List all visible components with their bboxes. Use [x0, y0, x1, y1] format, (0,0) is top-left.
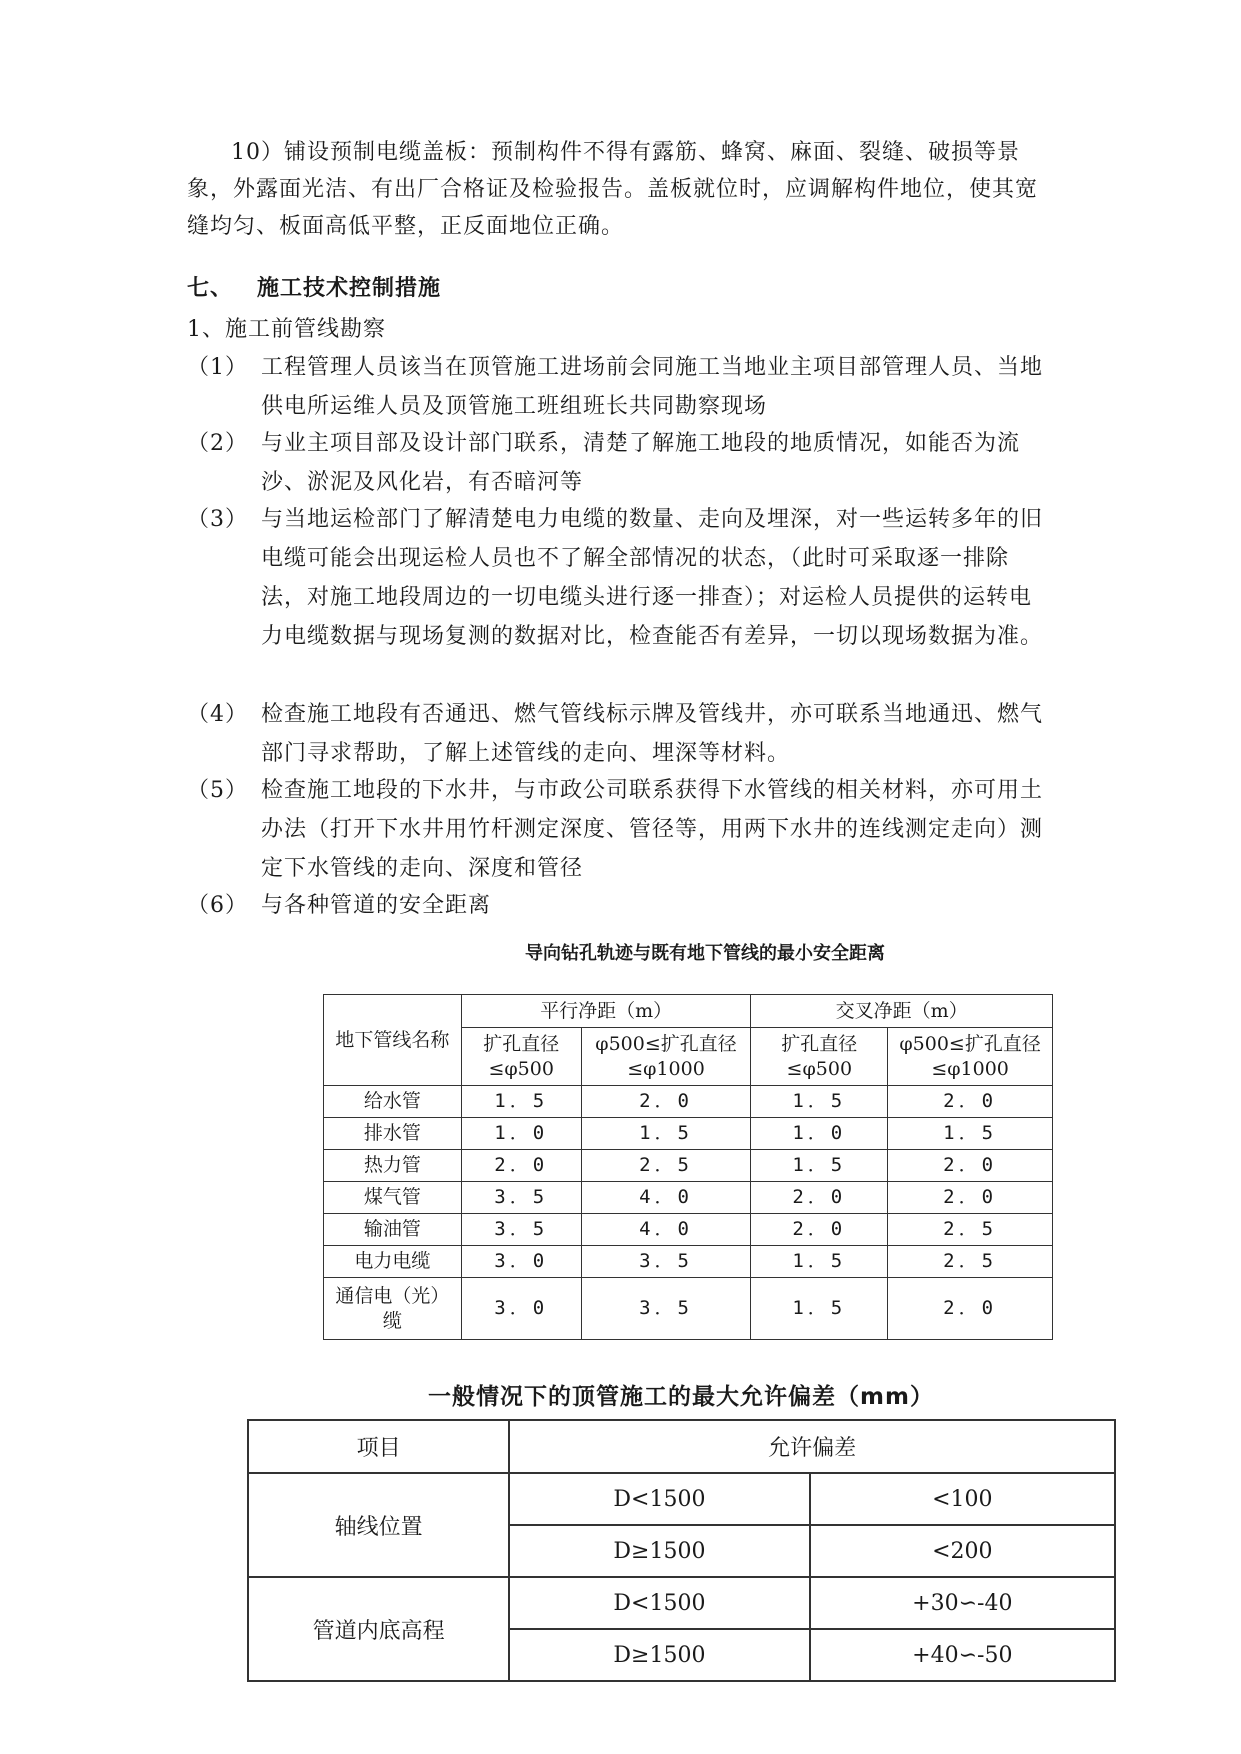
table-cell: 3．5	[581, 1246, 751, 1278]
table-cell: 2．0	[751, 1182, 888, 1214]
pipeline-name: 排水管	[324, 1118, 462, 1150]
pipeline-name: 热力管	[324, 1150, 462, 1182]
table-header-item: 项目	[248, 1420, 509, 1473]
condition-cell: D≥1500	[509, 1629, 809, 1681]
list-item-text: 与当地运检部门了解清楚电力电缆的数量、走向及埋深，对一些运转多年的旧电缆可能会出现运检人员也不了解全部情况的状态，（此时可采取逐一排除法，对施工地段周边的一切电缆头进行逐一排查）；对运检人员提供的运转电力电缆数据与现场复测的数据对比，检查能否有差异，一切以现场数据为准。	[261, 507, 1044, 649]
table-cell: 1．5	[751, 1278, 888, 1340]
table-cell: 2．5	[581, 1150, 751, 1182]
table-group-header: 平行净距（m）	[461, 995, 751, 1028]
list-item-text: 工程管理人员该当在顶管施工进场前会同施工当地业主项目部管理人员、当地供电所运维人员及顶管施工班组班长共同勘察现场	[261, 355, 1044, 419]
list-item-text: 与业主项目部及设计部门联系，清楚了解施工地段的地质情况，如能否为流沙、淤泥及风化岩，有否暗河等	[261, 431, 1021, 495]
pipeline-name: 煤气管	[324, 1182, 462, 1214]
table-row	[324, 1086, 1053, 1118]
section-heading	[187, 271, 441, 302]
table-cell: 1．0	[461, 1118, 581, 1150]
table-sub-header: 扩孔直径≤φ500	[461, 1028, 581, 1086]
list-item-number: （4）	[187, 702, 248, 727]
table-cell: 1．5	[751, 1150, 888, 1182]
table-cell: 2．5	[888, 1246, 1053, 1278]
condition-cell: D<1500	[509, 1473, 809, 1525]
table-cell: 1．5	[461, 1086, 581, 1118]
table-cell: 3．0	[461, 1278, 581, 1340]
table-row	[324, 1150, 1053, 1182]
table-row	[248, 1473, 1115, 1525]
max-deviation-table	[247, 1419, 1116, 1682]
list-item-number: （5）	[187, 778, 248, 803]
list-item	[187, 771, 1047, 888]
table-cell: 3．0	[461, 1246, 581, 1278]
table-corner-header: 地下管线名称	[324, 995, 462, 1086]
table-cell: 2．0	[751, 1214, 888, 1246]
table-row	[324, 1182, 1053, 1214]
table1-caption: 导向钻孔轨迹与既有地下管线的最小安全距离	[525, 943, 885, 964]
table-cell: 1．5	[888, 1118, 1053, 1150]
table-cell: 2．0	[888, 1086, 1053, 1118]
pipeline-name: 给水管	[324, 1086, 462, 1118]
pipeline-name: 通信电（光）缆	[324, 1278, 462, 1340]
table-cell: 1．5	[751, 1246, 888, 1278]
deviation-cell: <100	[810, 1473, 1115, 1525]
table-cell: 2．0	[461, 1150, 581, 1182]
list-item-text: 与各种管道的安全距离	[261, 893, 492, 918]
list-item-text: 检查施工地段有否通迅、燃气管线标示牌及管线井，亦可联系当地通迅、燃气部门寻求帮助，了解上述管线的走向、埋深等材料。	[261, 702, 1044, 766]
table-header-deviation: 允许偏差	[509, 1420, 1115, 1473]
table-cell: 4．0	[581, 1182, 751, 1214]
subsection-title: 1、施工前管线勘察	[187, 317, 386, 342]
table-cell: 2．5	[888, 1214, 1053, 1246]
table-cell: 1．5	[751, 1086, 888, 1118]
table-cell: 1．5	[581, 1118, 751, 1150]
table-cell: 3．5	[461, 1214, 581, 1246]
list-item-number: （3）	[187, 507, 248, 532]
table2-caption: 一般情况下的顶管施工的最大允许偏差（mm）	[428, 1384, 934, 1410]
deviation-cell: <200	[810, 1525, 1115, 1577]
table-cell: 2．0	[888, 1150, 1053, 1182]
table-cell: 2．0	[581, 1086, 751, 1118]
table-row	[324, 1118, 1053, 1150]
table-cell: 3．5	[461, 1182, 581, 1214]
table-sub-header: φ500≤扩孔直径≤φ1000	[888, 1028, 1053, 1086]
list-item-text: 检查施工地段的下水井，与市政公司联系获得下水管线的相关材料，亦可用土办法（打开下水井用竹杆测定深度、管径等，用两下水井的连线测定走向）测定下水管线的走向、深度和管径	[261, 778, 1044, 881]
list-item	[187, 348, 1047, 426]
list-item	[187, 424, 1047, 502]
table-sub-header: φ500≤扩孔直径≤φ1000	[581, 1028, 751, 1086]
table-row	[248, 1577, 1115, 1629]
table-cell: 1．0	[751, 1118, 888, 1150]
table-row	[324, 1214, 1053, 1246]
list-item	[187, 695, 1047, 773]
table-cell: 2．0	[888, 1278, 1053, 1340]
list-item	[187, 886, 1047, 925]
condition-cell: D≥1500	[509, 1525, 809, 1577]
table-sub-header: 扩孔直径≤φ500	[751, 1028, 888, 1086]
table-group-header: 交叉净距（m）	[751, 995, 1053, 1028]
paragraph-10: 10）铺设预制电缆盖板：预制构件不得有露筋、蜂窝、麻面、裂缝、破损等景象，外露面光洁、有出厂合格证及检验报告。盖板就位时，应调解构件地位，使其宽缝均匀、板面高低平整，正反面地位正确。	[187, 140, 1039, 239]
section-title: 施工技术控制措施	[257, 276, 442, 301]
section-number: 七、	[187, 276, 234, 301]
pipeline-name: 输油管	[324, 1214, 462, 1246]
list-item-number: （1）	[187, 355, 248, 380]
condition-cell: D<1500	[509, 1577, 809, 1629]
table-row	[324, 1246, 1053, 1278]
safety-distance-table	[323, 994, 1053, 1340]
list-item-number: （2）	[187, 431, 248, 456]
pipeline-name: 电力电缆	[324, 1246, 462, 1278]
deviation-cell: +40∽-50	[810, 1629, 1115, 1681]
deviation-cell: +30∽-40	[810, 1577, 1115, 1629]
table-cell: 4．0	[581, 1214, 751, 1246]
row-group-label: 管道内底高程	[248, 1577, 509, 1681]
table-cell: 2．0	[888, 1182, 1053, 1214]
list-item-number: （6）	[187, 893, 248, 918]
row-group-label: 轴线位置	[248, 1473, 509, 1577]
list-item	[187, 500, 1047, 656]
table-cell: 3．5	[581, 1278, 751, 1340]
table-row	[324, 1278, 1053, 1340]
